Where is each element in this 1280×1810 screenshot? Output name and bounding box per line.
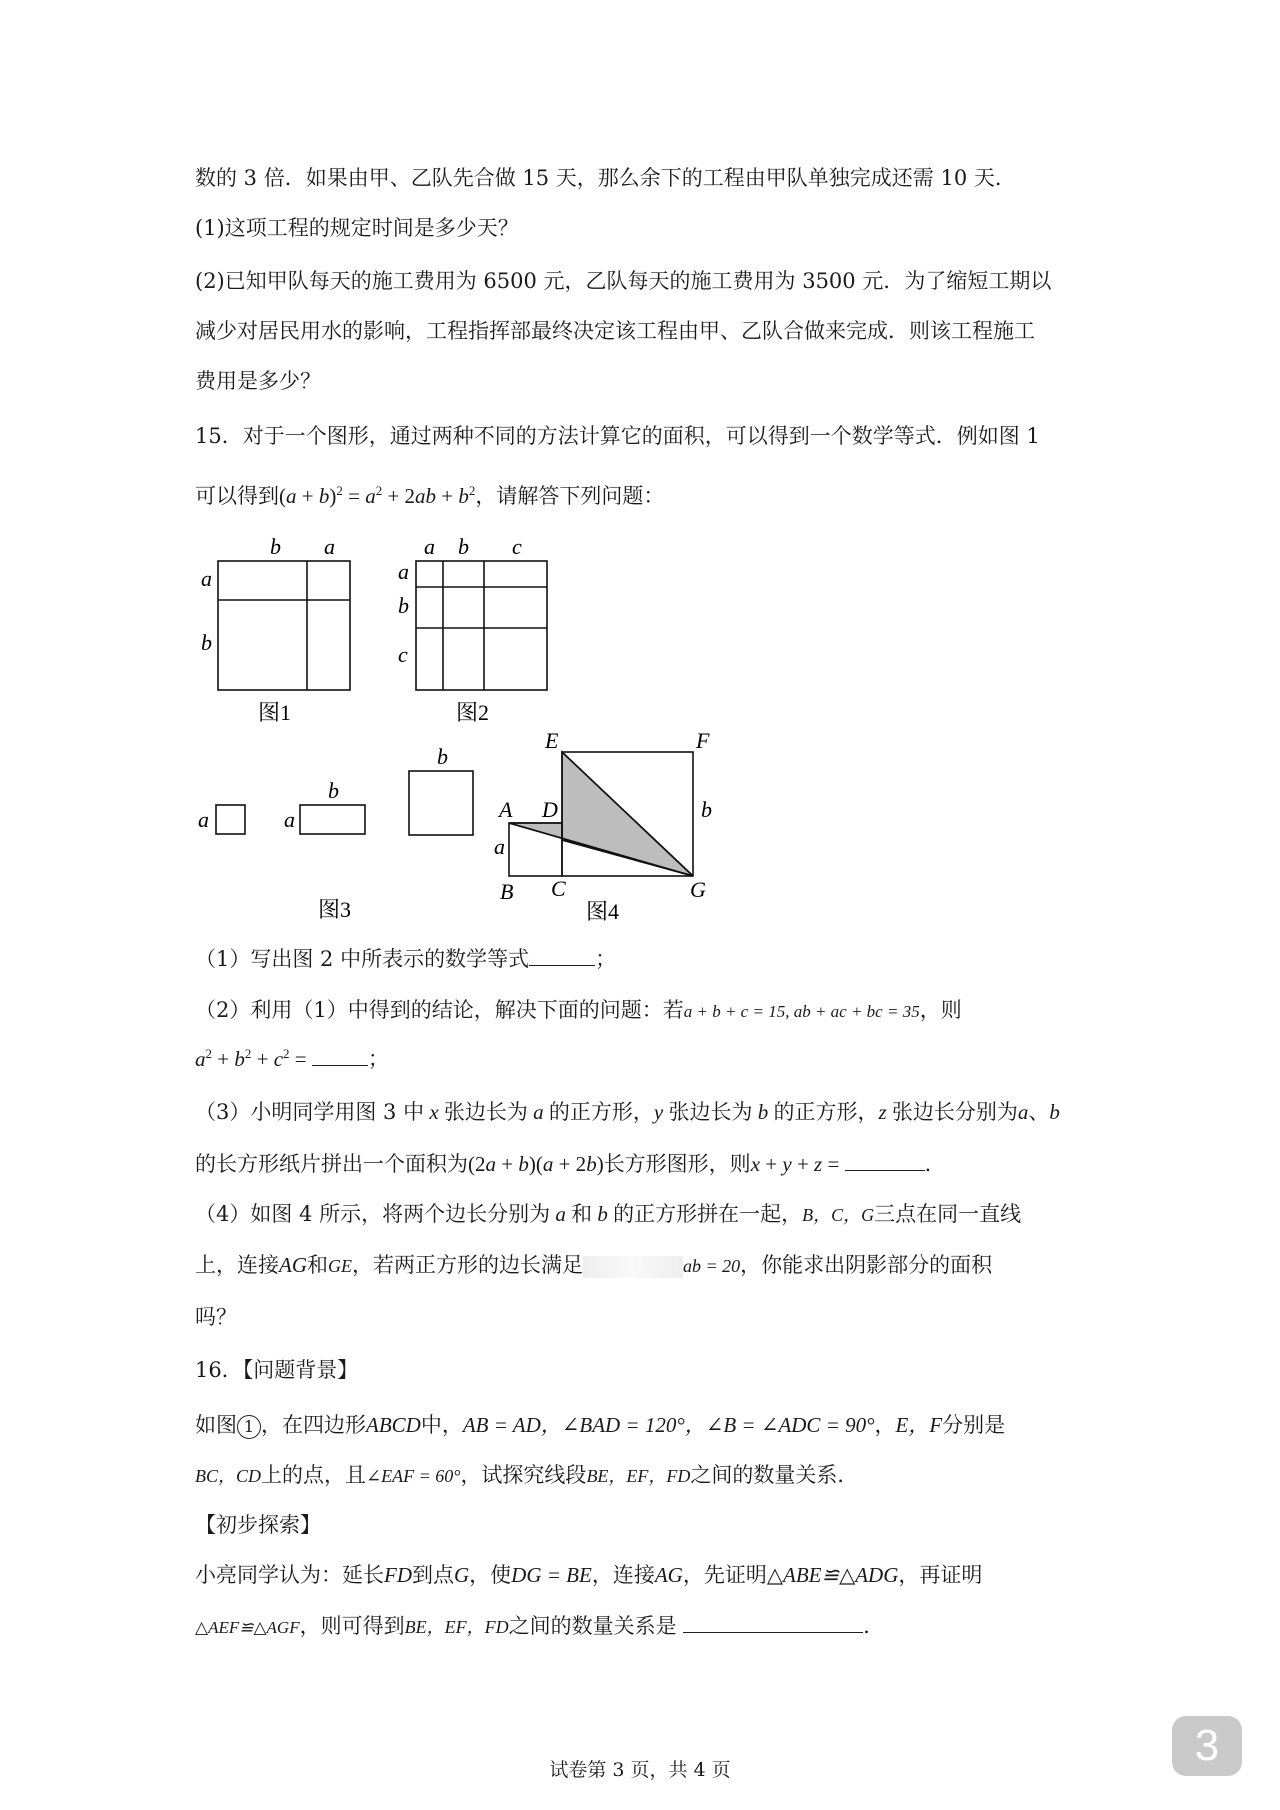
s4a-part2: 的正方形拼在一起， bbox=[613, 1202, 803, 1226]
p16-points-EF: E，F bbox=[895, 1413, 943, 1437]
p15-s3a: （3）小明同学用图 3 中 x 张边长为 a 的正方形，y 张边长为 b 的正方形，z 张边长分别为a、b bbox=[195, 1100, 1060, 1124]
fig1-outer-square bbox=[218, 561, 350, 690]
fig3-caption: 图3 bbox=[318, 897, 352, 922]
s3a-part4: 张边长为 bbox=[668, 1100, 753, 1124]
p16-line1 bbox=[195, 1410, 1005, 1440]
s3a-part3: 的正方形， bbox=[548, 1100, 654, 1124]
fig2-label-top-a: a bbox=[424, 534, 435, 559]
fig4-label-G: G bbox=[690, 877, 706, 902]
answer-blank-3[interactable] bbox=[845, 1150, 925, 1171]
page-footer: 试卷第 3 页，共 4 页 bbox=[549, 1759, 731, 1781]
p16-l3-a: 小亮同学认为：延长 bbox=[195, 1563, 384, 1587]
p16-quadrilateral: ABCD bbox=[366, 1413, 421, 1437]
p15-s2-pre: （2）利用（1）中得到的结论，解决下面的问题：若 bbox=[195, 998, 684, 1022]
answer-blank-4[interactable] bbox=[683, 1612, 863, 1633]
s3a-part2: 张边长为 bbox=[443, 1100, 528, 1124]
p16-l3-c: ，使 bbox=[469, 1563, 512, 1587]
p15-s3b: 的长方形纸片拼出一个面积为(2a + b)(a + 2b)长方形图形，则x + y + z = ． bbox=[195, 1152, 946, 1176]
p15-intro1: 15．对于一个图形，通过两种不同的方法计算它的面积，可以得到一个数学等式．例如图 1 bbox=[195, 424, 1040, 448]
p15-s2-answer: $a^2 + b^2 + c^2$ = ； bbox=[195, 1046, 389, 1071]
fig4-label-C: C bbox=[551, 876, 566, 901]
p16-conditions: AB = AD，∠BAD = 120°，∠B = ∠ADC = 90° bbox=[462, 1413, 875, 1437]
answer-blank-1[interactable] bbox=[529, 945, 595, 966]
s3a-part7: 、 bbox=[1028, 1100, 1050, 1124]
s3b-part1: 的长方形纸片拼出一个面积为 bbox=[195, 1152, 468, 1176]
s3a-part5: 的正方形， bbox=[773, 1100, 879, 1124]
identity-formula: $(a + b)^2 = a^2 + 2ab + b^2$ bbox=[279, 483, 476, 508]
fig4-label-D: D bbox=[542, 797, 558, 822]
s4b-part3: ，你能求出阴影部分的面积 bbox=[740, 1253, 993, 1277]
fig2-label-top-c: c bbox=[512, 534, 522, 559]
figure-4 bbox=[509, 752, 693, 876]
p16-l3-f: ，再证明 bbox=[898, 1563, 983, 1587]
s3a-part1: （3）小明同学用图 3 中 bbox=[195, 1100, 425, 1124]
figure-ref-circled-1: 1 bbox=[237, 1415, 261, 1439]
fig2-label-left-c: c bbox=[398, 642, 408, 667]
s4b-condition: ab = 20 bbox=[683, 1256, 741, 1276]
page-number-badge: 3 bbox=[1172, 1716, 1242, 1776]
p16-title: 16．【问题背景】 bbox=[195, 1358, 359, 1382]
sum-of-squares-expr: $a^2 + b^2 + c^2$ = bbox=[195, 1046, 312, 1071]
p16-subtitle: 【初步探索】 bbox=[195, 1513, 321, 1537]
fig4-label-A: A bbox=[499, 797, 513, 822]
p14-q1: (1)这项工程的规定时间是多少天？ bbox=[195, 216, 519, 240]
figure-1 bbox=[218, 561, 350, 690]
p15-s4a: （4）如图 4 所示，将两个边长分别为 a 和 b 的正方形拼在一起，B，C，G三点在同一直线 bbox=[195, 1202, 1022, 1226]
p15-intro2-pre: 可以得到 bbox=[195, 484, 279, 508]
p15-s1: （1）写出图 2 中所表示的数学等式 ； bbox=[195, 947, 617, 971]
p16-l4-b: 之间的数量关系是 bbox=[508, 1614, 677, 1638]
p16-l2-a: 上的点，且 bbox=[261, 1463, 367, 1487]
p15-s1-text: （1）写出图 2 中所表示的数学等式 bbox=[195, 947, 530, 971]
fig1-label-left-b: b bbox=[201, 630, 212, 655]
fig2-label-left-a: a bbox=[398, 559, 409, 584]
p16-AG: AG bbox=[654, 1563, 683, 1587]
fig3-large-square bbox=[409, 771, 473, 835]
p16-segments: BE，EF，FD bbox=[586, 1466, 691, 1486]
p16-l4-segments: BE，EF，FD bbox=[404, 1617, 509, 1637]
p14-q2a: (2)已知甲队每天的施工费用为 6500 元，乙队每天的施工费用为 3500 元．为了缩短工期以 bbox=[195, 269, 1052, 293]
p16-sides: BC，CD bbox=[195, 1466, 262, 1486]
p15-s2 bbox=[195, 995, 962, 1027]
fig3-small-square bbox=[216, 805, 245, 834]
p16-angle: ∠EAF = 60° bbox=[366, 1466, 461, 1486]
s4b-part1: 上，连接 bbox=[195, 1253, 279, 1277]
s4b-part2: ，若两正方形的边长满足 bbox=[352, 1253, 583, 1277]
p15-s4c: 吗？ bbox=[195, 1305, 237, 1329]
fig3-rectangle bbox=[300, 805, 365, 834]
p15-s2-condition: a + b + c = 15, ab + ac + bc = 35 bbox=[683, 1002, 920, 1021]
p15-s4b bbox=[195, 1250, 992, 1281]
p16-congruence-2: △AEF≌△AGF bbox=[195, 1618, 300, 1637]
fig1-label-top-a: a bbox=[324, 534, 335, 559]
fig4-label-F: F bbox=[696, 728, 710, 753]
fig4-label-a: a bbox=[494, 834, 505, 859]
p16-l3-e: ，先证明 bbox=[682, 1563, 767, 1587]
p16-l1-pre: 如图 bbox=[195, 1413, 237, 1437]
figure-2 bbox=[416, 561, 547, 690]
fig2-label-left-b: b bbox=[398, 593, 409, 618]
p16-G: G bbox=[454, 1563, 470, 1587]
p16-l1-d: 分别是 bbox=[942, 1413, 1006, 1437]
p16-l1-b: 中， bbox=[420, 1413, 463, 1437]
p16-line3 bbox=[195, 1560, 982, 1590]
answer-blank-2[interactable] bbox=[312, 1045, 368, 1066]
fig3-label-rect-b: b bbox=[328, 778, 339, 803]
p16-line2 bbox=[195, 1460, 858, 1491]
fig4-label-b: b bbox=[701, 797, 712, 822]
p16-congruence-1: △ABE≌△ADG bbox=[766, 1563, 899, 1587]
s4a-part3: 三点在同一直线 bbox=[874, 1202, 1022, 1226]
fig4-caption: 图4 bbox=[586, 899, 620, 924]
p16-l3-d: ，连接 bbox=[591, 1563, 655, 1587]
p16-FD: FD bbox=[384, 1563, 412, 1587]
area-expression: (2a + b)(a + 2b) bbox=[468, 1152, 604, 1176]
fig3-label-rect-a: a bbox=[284, 807, 295, 832]
fig1-label-top-b: b bbox=[270, 534, 281, 559]
p14-q2b: 减少对居民用水的影响，工程指挥部最终决定该工程由甲、乙队合做来完成．则该工程施工 bbox=[195, 319, 1035, 343]
s4a-part1: （4）如图 4 所示，将两个边长分别为 bbox=[195, 1202, 551, 1226]
s3a-part6: 张边长分别为 bbox=[891, 1100, 1018, 1124]
fig4-label-E: E bbox=[545, 728, 559, 753]
xyz-sum: x + y + z = bbox=[750, 1152, 845, 1176]
p16-l4-a: ，则可得到 bbox=[299, 1614, 405, 1638]
s4a-and: 和 bbox=[571, 1202, 593, 1226]
s4a-points: B，C，G bbox=[802, 1205, 875, 1225]
fig2-outer-square bbox=[416, 561, 547, 690]
p16-line4: △AEF≌△AGF，则可得到BE，EF，FD之间的数量关系是 ． bbox=[195, 1614, 885, 1638]
p16-l2-b: ，试探究线段 bbox=[460, 1463, 587, 1487]
fig3-label-square-a: a bbox=[198, 807, 209, 832]
fig1-label-left-a: a bbox=[201, 566, 212, 591]
p14-line1: 数的 3 倍．如果由甲、乙队先合做 15 天，那么余下的工程由甲队单独完成还需 10 天． bbox=[195, 166, 1016, 190]
p15-s2-post: ，则 bbox=[919, 998, 962, 1022]
p16-l1-c: ， bbox=[874, 1413, 896, 1437]
p16-l1-a: ，在四边形 bbox=[261, 1413, 366, 1437]
p16-l2-c: 之间的数量关系． bbox=[690, 1463, 859, 1487]
fig2-label-top-b: b bbox=[458, 534, 469, 559]
s4b-AG: AG bbox=[279, 1253, 307, 1277]
blurred-region bbox=[583, 1256, 683, 1278]
fig3-label-square-b: b bbox=[437, 744, 448, 769]
s4b-and: 和 bbox=[307, 1253, 328, 1277]
fig1-caption: 图1 bbox=[258, 700, 292, 725]
s3b-part2: 长方形图形，则 bbox=[603, 1152, 751, 1176]
p16-l3-b: 到点 bbox=[412, 1563, 454, 1587]
figure-3 bbox=[216, 771, 473, 835]
p14-q2c: 费用是多少？ bbox=[195, 369, 321, 393]
fig2-caption: 图2 bbox=[456, 700, 490, 725]
s4b-GE: GE bbox=[328, 1256, 352, 1276]
p16-DG-BE: DG = BE bbox=[511, 1563, 592, 1587]
fig4-label-B: B bbox=[500, 879, 514, 904]
p15-intro2-post: ，请解答下列问题： bbox=[475, 484, 665, 508]
